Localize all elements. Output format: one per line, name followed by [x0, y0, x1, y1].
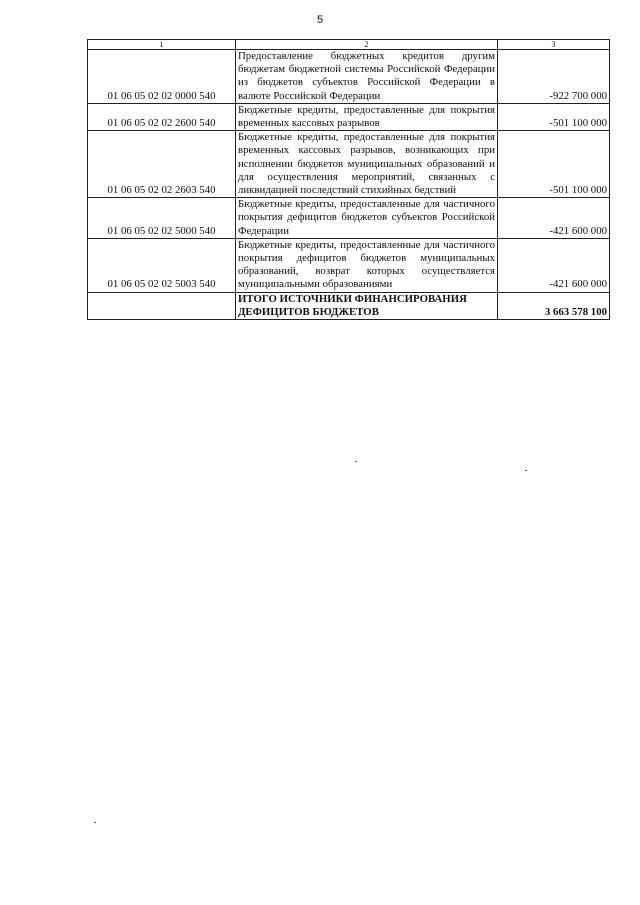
scan-speck [525, 470, 527, 471]
table-row [88, 131, 610, 198]
scan-speck [94, 822, 96, 823]
column-number-3: 3 [498, 40, 610, 50]
column-number-row [88, 40, 610, 50]
total-amount: 3 663 578 100 [498, 292, 610, 319]
budget-code: 01 06 05 02 02 5003 540 [88, 238, 236, 292]
row-amount: -501 100 000 [498, 103, 610, 130]
row-amount: -421 600 000 [498, 238, 610, 292]
row-description: Бюджетные кредиты, предоставленные для частичного покрытия дефицитов бюджетов муниципальных образований, возврат которых осуществляется муниципальными образованиями [236, 238, 498, 292]
total-code [88, 292, 236, 319]
table-row [88, 198, 610, 239]
table-row [88, 50, 610, 104]
row-description: Предоставление бюджетных кредитов другим бюджетам бюджетной системы Российской Федерации из бюджетов субъектов Российской Федерации в валюте Российской Федерации [236, 50, 498, 104]
total-label: ИТОГО ИСТОЧНИКИ ФИНАНСИРОВАНИЯ ДЕФИЦИТОВ БЮДЖЕТОВ [236, 292, 498, 319]
row-description: Бюджетные кредиты, предоставленные для покрытия временных кассовых разрывов [236, 103, 498, 130]
column-number-1: 1 [88, 40, 236, 50]
budget-code: 01 06 05 02 02 2600 540 [88, 103, 236, 130]
total-row [88, 292, 610, 319]
row-description: Бюджетные кредиты, предоставленные для покрытия временных кассовых разрывов, возникающих при исполнении бюджетов муниципальных образований и для осуществления мероприятий, связанных с ликвидацией последствий стихийных бедствий [236, 131, 498, 198]
scan-speck [355, 461, 357, 462]
budget-code: 01 06 05 02 02 5000 540 [88, 198, 236, 239]
column-number-2: 2 [236, 40, 498, 50]
page-number: 5 [316, 14, 324, 26]
table-row [88, 238, 610, 292]
row-amount: -922 700 000 [498, 50, 610, 104]
row-amount: -501 100 000 [498, 131, 610, 198]
financing-sources-table [87, 39, 610, 320]
budget-code: 01 06 05 02 02 2603 540 [88, 131, 236, 198]
table-row [88, 103, 610, 130]
row-amount: -421 600 000 [498, 198, 610, 239]
budget-code: 01 06 05 02 02 0000 540 [88, 50, 236, 104]
row-description: Бюджетные кредиты, предоставленные для частичного покрытия дефицитов бюджетов субъектов Российской Федерации [236, 198, 498, 239]
